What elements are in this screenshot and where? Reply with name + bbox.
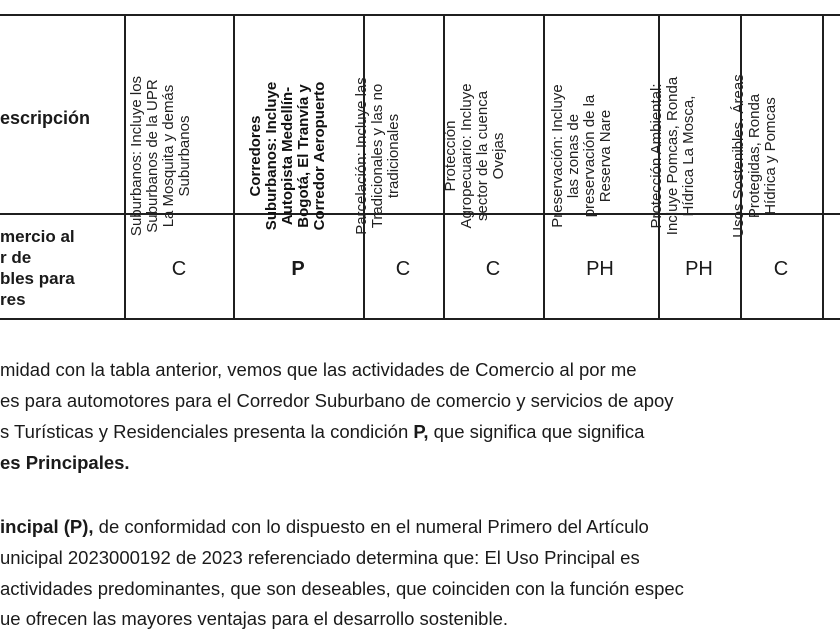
header-line: Ovejas [490,132,507,180]
uso-principal-bold: incipal (P), [0,516,94,537]
cell-parcelacion: C [395,258,411,280]
header-line: sector de la cuenca [474,90,491,222]
paragraph-line: midad con la tabla anterior, vemos que las actividades de Comercio al por me [0,359,637,380]
header-line: Reserva Nare [597,109,614,203]
row-label-comercio: mercio al r de bles para res [0,227,75,309]
column-header-usos-sostenibles [731,56,831,256]
header-line: Hídrica La Mosca, [680,95,697,217]
header-line: Parcelación: Incluye las [353,77,370,235]
header-line: Corredores [247,115,264,197]
text-run: s Turísticas y Residenciales presenta la condición [0,421,414,442]
description-header: escripción [0,108,91,128]
paragraph-line: unicipal 2023000192 de 2023 referenciado determina que: El Uso Principal es [0,547,640,568]
column-divider [543,14,545,320]
header-line: Autopista Medellín- [279,86,296,226]
text-run: de conformidad con lo dispuesto en el numeral Primero del Artículo [93,516,649,537]
column-divider [233,14,235,320]
table-bottom-border [0,318,840,320]
paragraph-line [0,514,649,539]
column-header-suburbanos [129,56,229,256]
header-line: Preservación: Incluye [549,84,566,228]
header-line: Protegidas, Ronda [746,93,763,219]
header-line: preservación de la [581,94,598,218]
paragraph-line: actividades predominantes, que son deseables, que coinciden con la función espec [0,578,684,599]
condition-p-bold: P, [413,421,429,442]
header-line: Suburbanos: Incluye los [128,75,145,237]
header-line: tradicionales [385,113,402,199]
cell-usos-sostenibles: C [773,258,789,280]
cell-suburbanos: C [171,258,187,280]
cell-preservacion: PH [586,258,614,280]
header-line: Suburbanos: Incluye [263,81,280,231]
header-line: Corredor Aeropuerto [311,81,328,231]
header-line: Suburbanos de la UPR [144,79,161,233]
header-line: Hídrica y Pomcas [762,97,779,215]
header-line: las zonas de [565,113,582,199]
header-line: Usos Sostenibles. Áreas [730,74,747,238]
header-line: Suburbanos [176,115,193,197]
column-divider [124,14,126,320]
header-line: Agropecuario: Incluye [458,83,475,229]
paragraph-line: es para automotores para el Corredor Suburbano de comercio y servicios de apoy [0,390,674,411]
column-header-corredores [248,56,348,256]
header-line: Bogotá, El Tranvía y [295,84,312,228]
table-top-border [0,14,840,16]
header-line: Incluye Pomcas, Ronda [664,76,681,236]
cell-proteccion-ambiental: PH [685,258,713,280]
column-header-proteccion-agropecuario [443,56,543,256]
header-line: Protección [442,120,459,192]
paragraph-line [0,419,644,444]
cell-proteccion-agropecuario: C [485,258,501,280]
column-header-parcelacion [354,56,454,256]
cell-corredores: P [291,258,305,280]
paragraph-line: ue ofrecen las mayores ventajas para el desarrollo sostenible. [0,608,509,629]
paragraph-line-bold: es Principales. [0,452,130,473]
column-header-preservacion [550,56,650,256]
header-line: La Mosquita y demás [160,84,177,228]
text-run: que significa que significa [428,421,645,442]
header-line: Protección Ambiental: [648,83,665,229]
header-line: Tradicionales y las no [369,83,386,229]
